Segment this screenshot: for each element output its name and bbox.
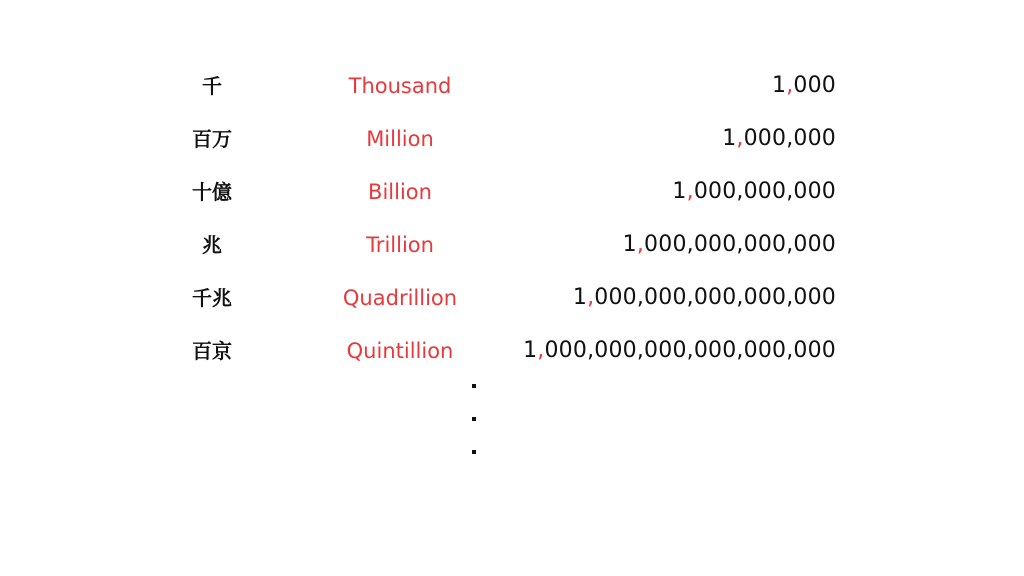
kanji-label: 百京: [192, 339, 232, 363]
remaining-digits: 000,000,000,000,000,000: [544, 338, 836, 363]
ellipsis-dot: [472, 450, 476, 454]
kanji-label: 十億: [192, 180, 232, 204]
accent-comma: ,: [786, 73, 794, 98]
number-value: [772, 66, 836, 106]
vertical-ellipsis: [466, 384, 482, 483]
remaining-digits: 000: [793, 73, 836, 98]
kanji-label: 百万: [192, 127, 232, 151]
leading-digit: 1: [722, 126, 737, 151]
english-name: Million: [366, 127, 434, 151]
accent-comma: ,: [736, 126, 744, 151]
english-name: Quintillion: [346, 339, 454, 363]
english-name: Thousand: [348, 74, 452, 98]
leading-digit: 1: [523, 338, 538, 363]
leading-digit: 1: [772, 73, 787, 98]
table-row-quadrillion: [0, 278, 1024, 318]
table-row-million: [0, 119, 1024, 159]
number-value: [623, 225, 836, 265]
leading-digit: 1: [572, 285, 588, 310]
kanji-label: 兆: [202, 233, 222, 257]
ellipsis-dot: [472, 417, 476, 421]
accent-comma: ,: [537, 338, 545, 363]
accent-comma: ,: [686, 179, 694, 204]
remaining-digits: 000,000: [743, 126, 836, 151]
number-value: [523, 331, 836, 371]
table-row-quintillion: [0, 331, 1024, 371]
number-value: [672, 172, 836, 212]
remaining-digits: 000,000,000: [693, 179, 836, 204]
table-row-thousand: [0, 66, 1024, 106]
english-name: Trillion: [366, 233, 434, 257]
english-name: Quadrillion: [342, 286, 458, 310]
table-row-billion: [0, 172, 1024, 212]
english-name: Billion: [368, 180, 432, 204]
kanji-label: 千兆: [192, 286, 232, 310]
leading-digit: 1: [672, 179, 687, 204]
kanji-label: 千: [202, 74, 222, 98]
remaining-digits: 000,000,000,000,000: [594, 285, 836, 310]
number-value: [722, 119, 836, 159]
accent-comma: ,: [636, 232, 645, 257]
ellipsis-dot: [472, 384, 476, 388]
accent-comma: ,: [587, 285, 595, 310]
table-row-trillion: [0, 225, 1024, 265]
remaining-digits: 000,000,000,000: [644, 232, 836, 257]
number-value: [573, 278, 836, 318]
leading-digit: 1: [622, 232, 637, 257]
